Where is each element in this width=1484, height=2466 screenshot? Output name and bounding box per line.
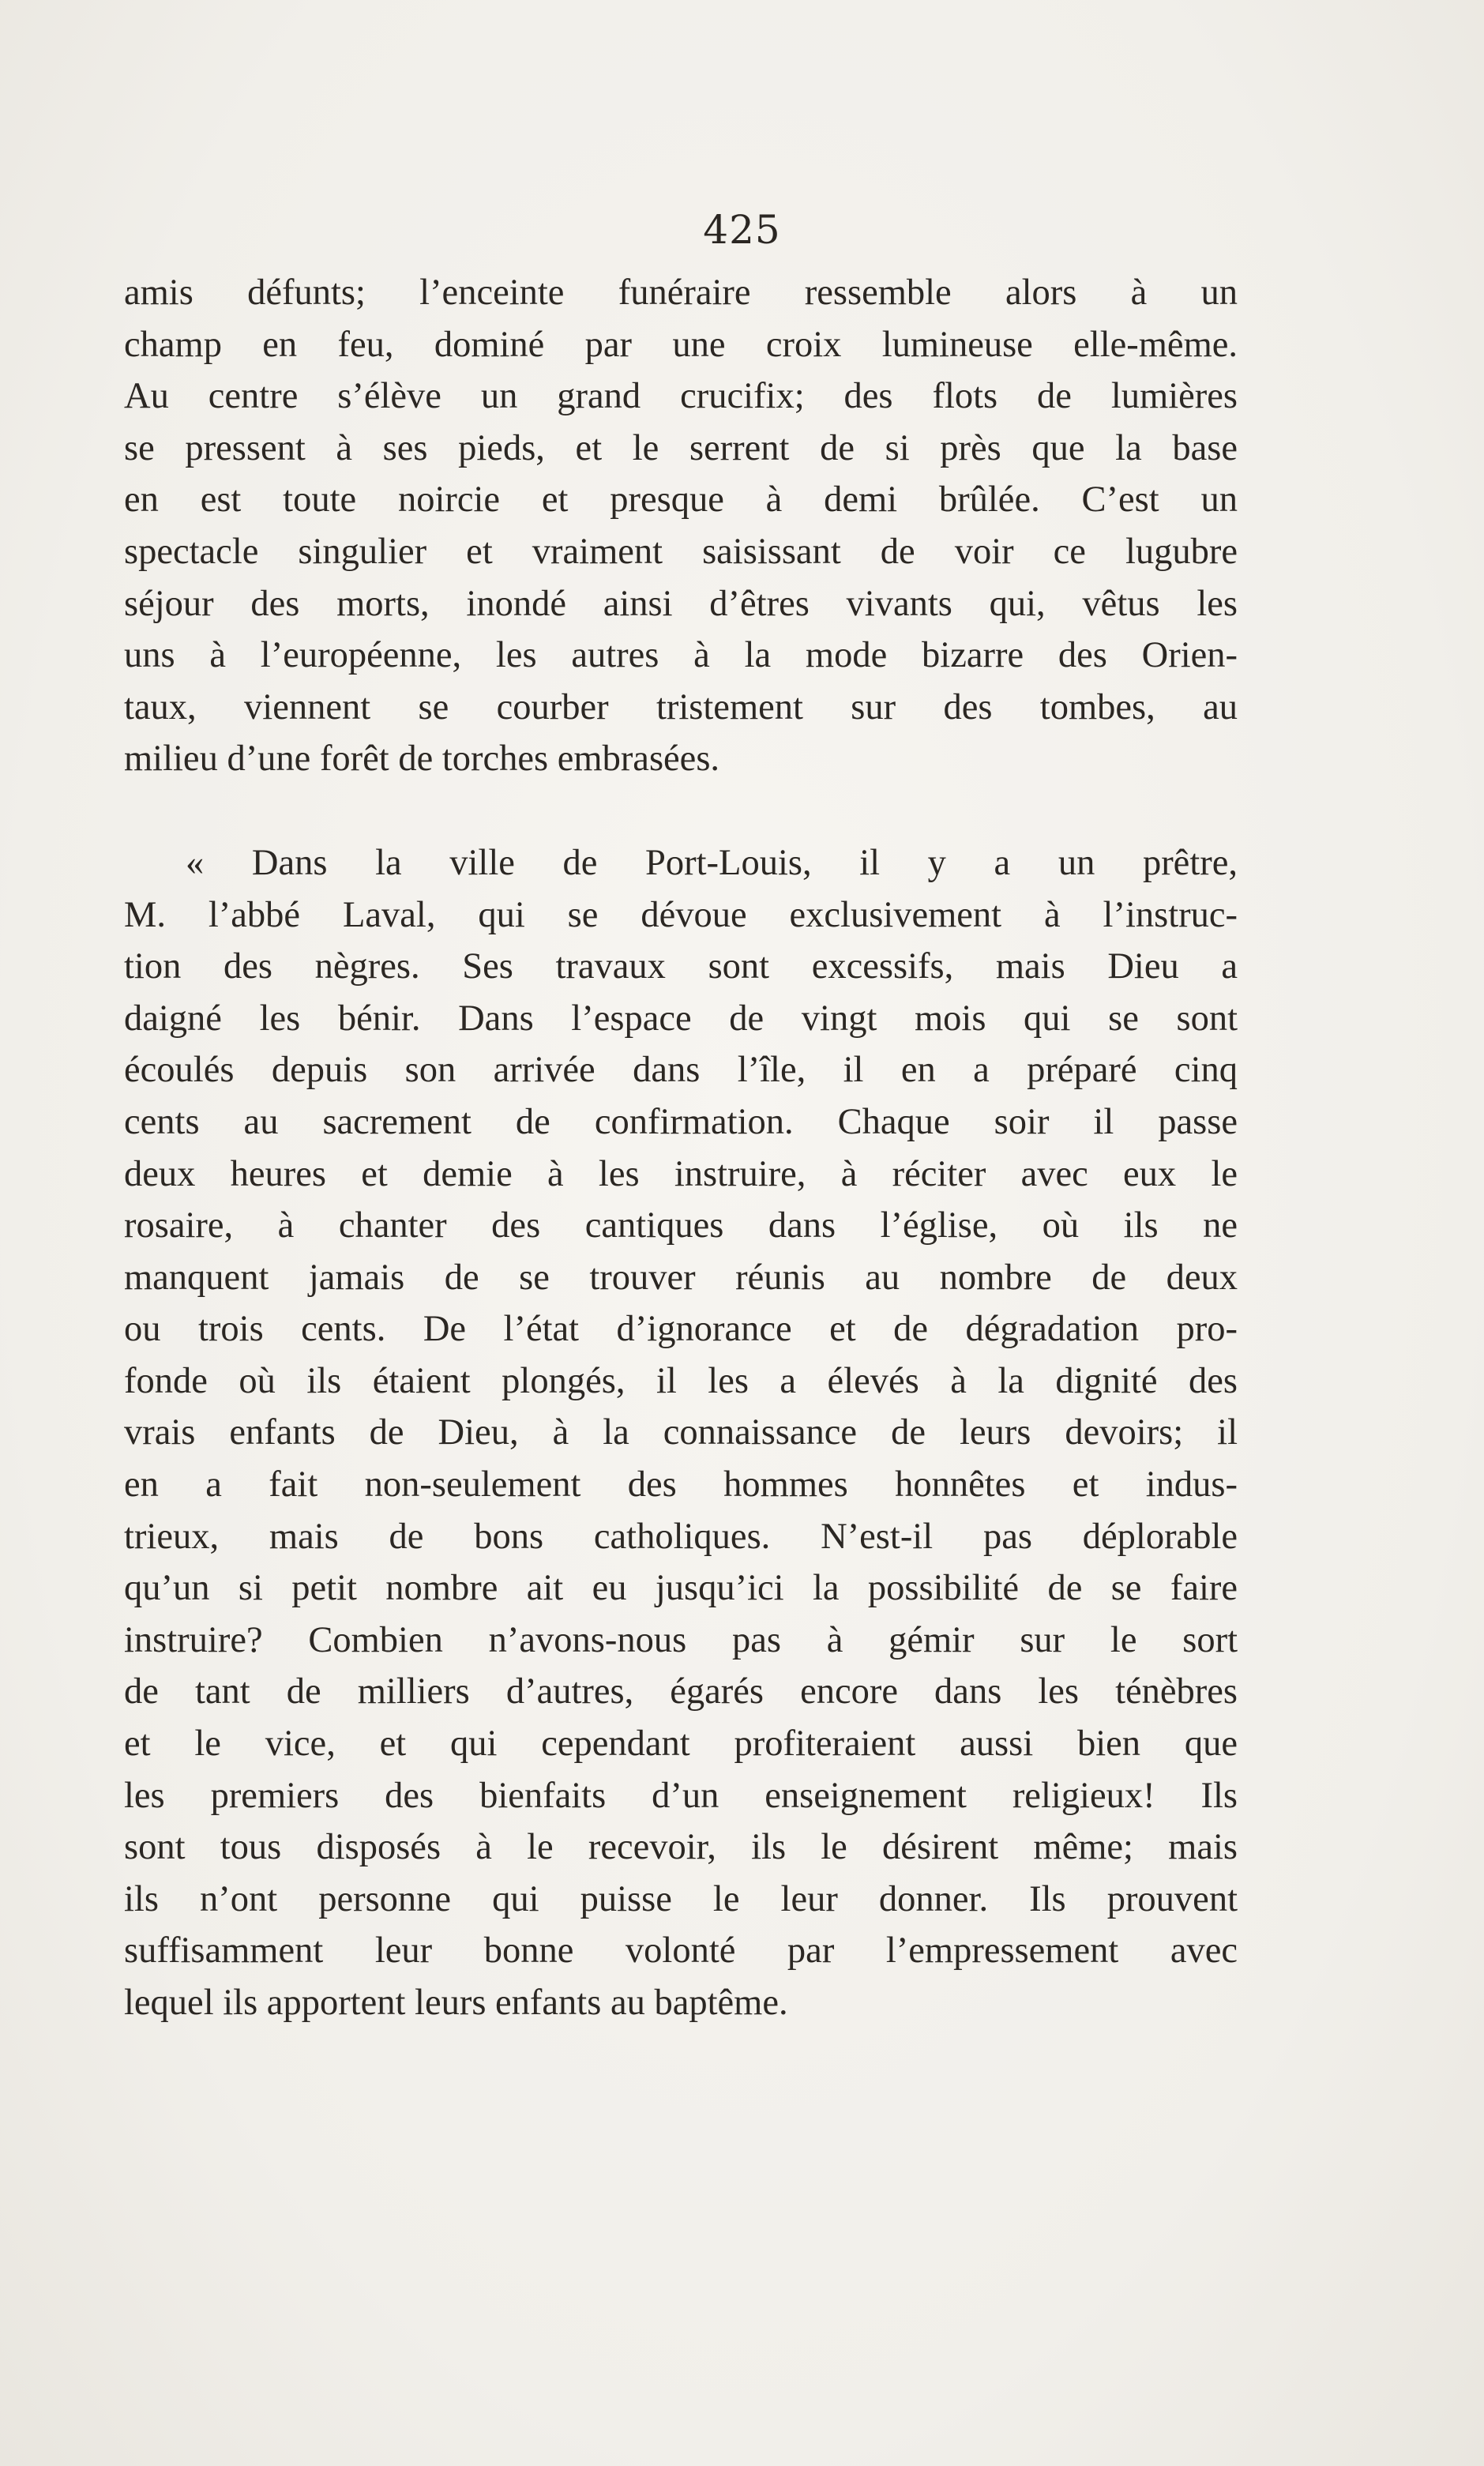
- text-line: qu’un si petit nombre ait eu jusqu’ici la possibilité de se faire: [124, 1568, 1238, 1609]
- text-line: rosaire, à chanter des cantiques dans l’église, où ils ne: [124, 1205, 1238, 1246]
- text-line: en a fait non-seulement des hommes honnêtes et indus-: [124, 1464, 1238, 1506]
- text-line: trieux, mais de bons catholiques. N’est-il pas déplorable: [124, 1516, 1238, 1557]
- text-line: champ en feu, dominé par une croix lumineuse elle-même.: [124, 324, 1238, 365]
- body-text: [124, 267, 1238, 2029]
- text-line: Au centre s’élève un grand crucifix; des flots de lumières: [124, 376, 1238, 417]
- text-line: lequel ils apportent leurs enfants au baptême.: [124, 1983, 788, 2023]
- text-line: « Dans la ville de Port-Louis, il y a un prêtre,: [186, 842, 1238, 883]
- text-line: daigné les bénir. Dans l’espace de vingt mois qui se sont: [124, 998, 1238, 1039]
- text-line: ou trois cents. De l’état d’ignorance et de dégradation pro-: [124, 1309, 1238, 1350]
- text-line: milieu d’une forêt de torches embrasées.: [124, 739, 720, 780]
- text-line: écoulés depuis son arrivée dans l’île, il en a préparé cinq: [124, 1050, 1238, 1091]
- page-number: 425: [703, 207, 781, 253]
- text-line: se pressent à ses pieds, et le serrent de si près que la base: [124, 427, 1238, 468]
- text-line: de tant de milliers d’autres, égarés encore dans les ténèbres: [124, 1671, 1238, 1712]
- text-line: amis défunts; l’enceinte funéraire ressemble alors à un: [124, 273, 1238, 313]
- text-line: cents au sacrement de confirmation. Chaque soir il passe: [124, 1101, 1238, 1142]
- paragraph-spacer: [124, 785, 1238, 837]
- text-line: taux, viennent se courber tristement sur des tombes, au: [124, 686, 1238, 727]
- text-line: ils n’ont personne qui puisse le leur donner. Ils prouvent: [124, 1878, 1238, 1919]
- text-line: séjour des morts, inondé ainsi d’êtres vivants qui, vêtus les: [124, 583, 1238, 624]
- text-line: deux heures et demie à les instruire, à réciter avec eux le: [124, 1153, 1238, 1194]
- text-line: et le vice, et qui cependant profiteraient aussi bien que: [124, 1724, 1238, 1765]
- paragraph-abbe-laval: [124, 837, 1238, 2029]
- text-line: tion des nègres. Ses travaux sont excessifs, mais Dieu a: [124, 946, 1238, 987]
- text-line: uns à l’européenne, les autres à la mode bizarre des Orien-: [124, 635, 1238, 676]
- text-line: sont tous disposés à le recevoir, ils le désirent même; mais: [124, 1827, 1238, 1868]
- text-line: instruire? Combien n’avons-nous pas à gémir sur le sort: [124, 1619, 1238, 1660]
- text-line: les premiers des bienfaits d’un enseignement religieux! Ils: [124, 1775, 1238, 1816]
- text-line: suffisamment leur bonne volonté par l’empressement avec: [124, 1930, 1238, 1972]
- paragraph-funeral-scene: [124, 267, 1238, 785]
- text-line: manquent jamais de se trouver réunis au nombre de deux: [124, 1257, 1238, 1298]
- text-line: vrais enfants de Dieu, à la connaissance de leurs devoirs; il: [124, 1412, 1238, 1453]
- text-line: fonde où ils étaient plongés, il les a élevés à la dignité des: [124, 1360, 1238, 1401]
- text-line: M. l’abbé Laval, qui se dévoue exclusivement à l’instruc-: [124, 894, 1238, 935]
- text-line: en est toute noircie et presque à demi brûlée. C’est un: [124, 479, 1238, 521]
- text-line: spectacle singulier et vraiment saisissant de voir ce lugubre: [124, 531, 1238, 572]
